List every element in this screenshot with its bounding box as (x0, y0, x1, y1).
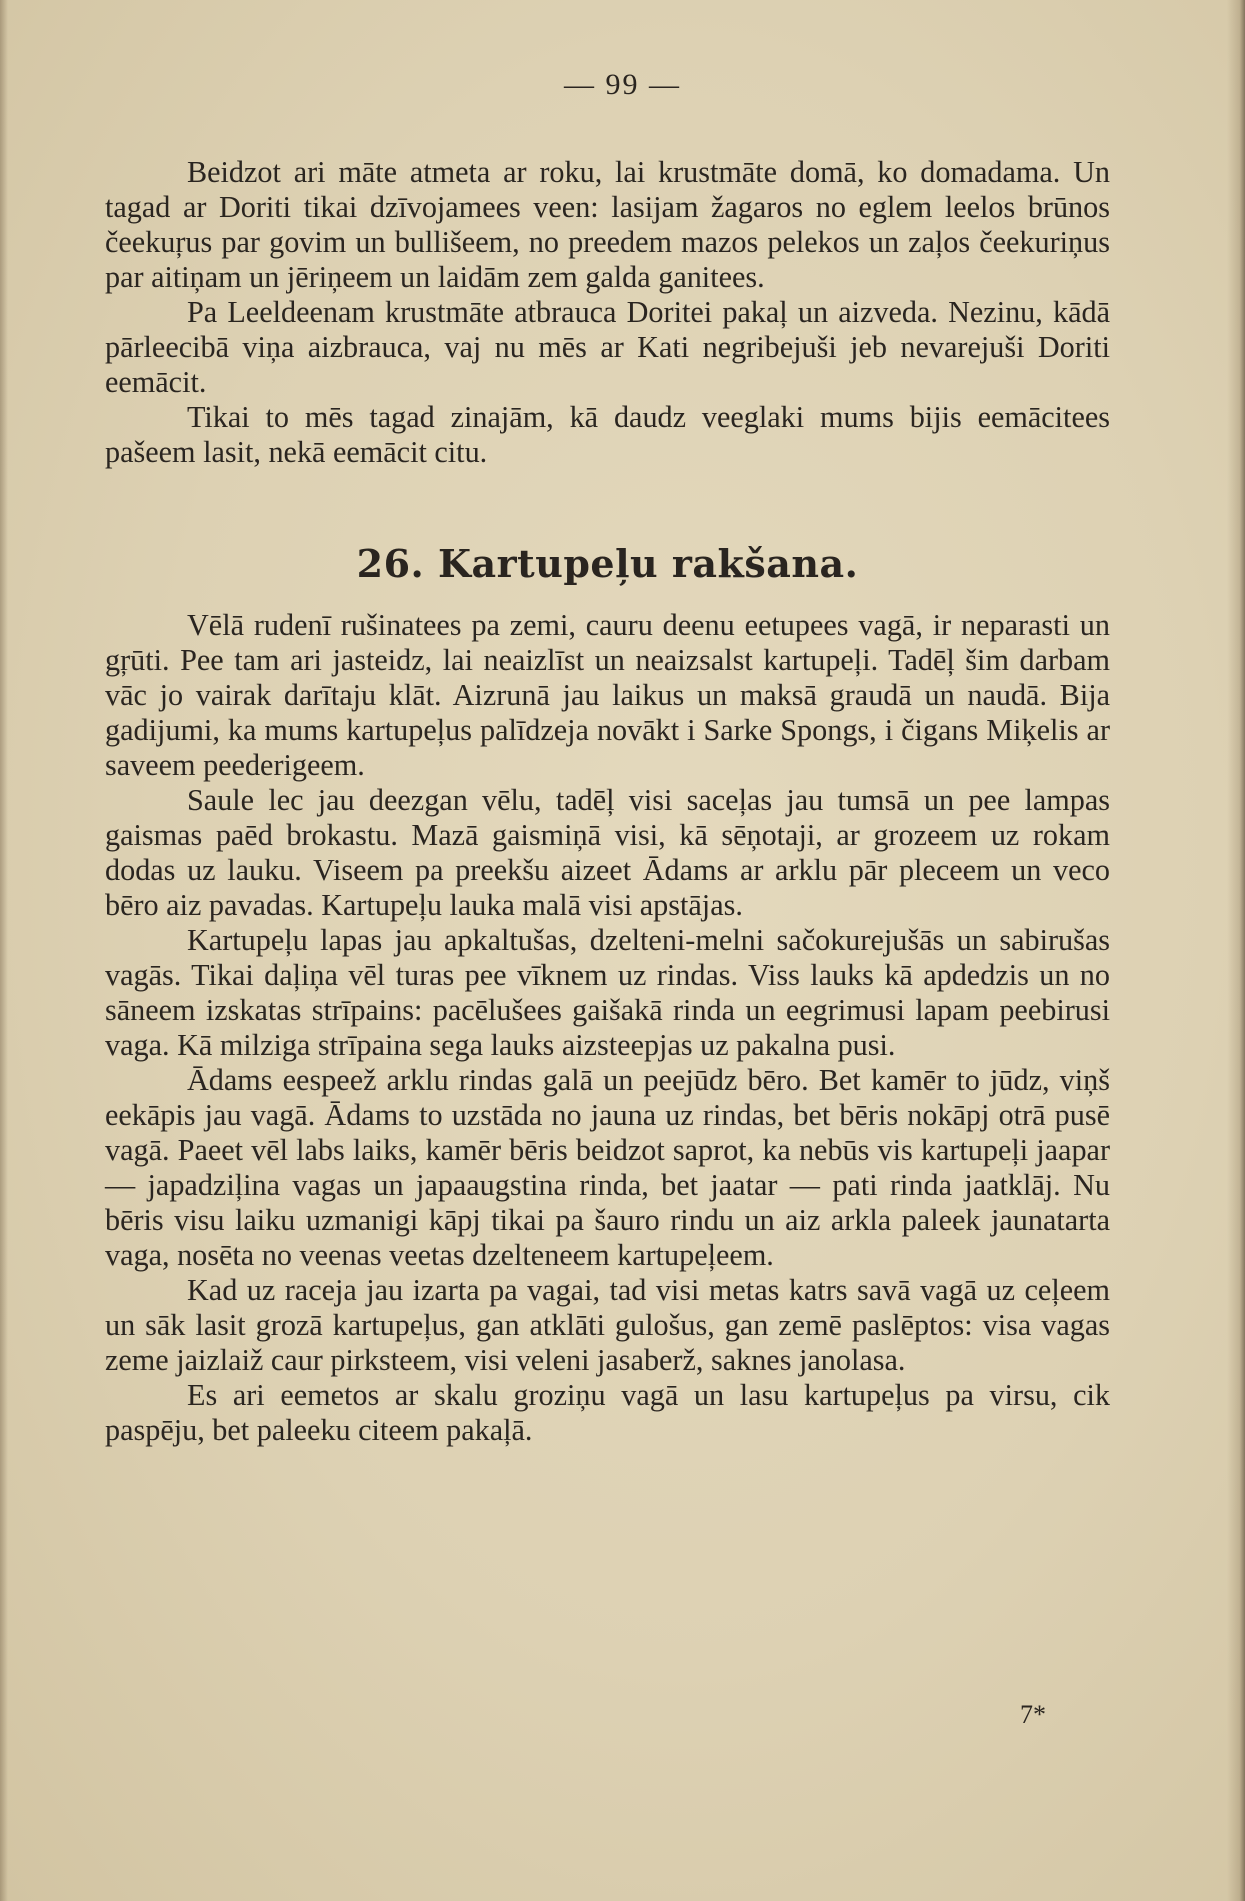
paragraph: Es ari eemetos ar skalu groziņu vagā un lasu kartupeļus pa virsu, cik paspēju, bet paleeku citeem pakaļā. (105, 1378, 1110, 1447)
paragraph: Kartupeļu lapas jau apkaltušas, dzelteni-melni sačokurejušās un sabirušas vagās. Tikai daļiņa vēl turas pee vīknem uz rindas. Viss lauks kā apdedzis un no sāneem izskatas strīpains: pacēlušees gaišakā rinda un eegrimusi lapam peebirusi vaga. Kā milziga strīpaina sega lauks aizsteepjas uz pakalna pusi. (105, 923, 1110, 1062)
page-left-edge (0, 0, 8, 1901)
paragraph: Tikai to mēs tagad zinajām, kā daudz veeglaki mums bijis eemācitees pašeem lasit, nekā eemācit citu. (105, 400, 1110, 469)
paragraph: Ādams eespeež arklu rindas galā un peejūdz bēro. Bet kamēr to jūdz, viņš eekāpis jau vagā. Ādams to uzstāda no jauna uz rindas, bet bēris nokāpj otrā pusē vagā. Paeet vēl labs laiks, kamēr bēris beidzot saprot, ka nebūs vis kartupeļi jaapar — japadziļina vagas un japaaugstina rinda, bet jaatar — pati rinda jaatklāj. Nu bēris visu laiku uzmanigi kāpj tikai pa šauro rindu un aiz arkla paleek jaunatarta vaga, nosēta no veenas veetas dzelteneem kartupeļeem. (105, 1063, 1110, 1272)
paragraph: Pa Leeldeenam krustmāte atbrauca Doritei pakaļ un aizveda. Nezinu, kādā pārleecibā viņa aizbrauca, vaj nu mēs ar Kati negribejuši jeb nevarejuši Doriti eemācit. (105, 295, 1110, 399)
text-block (105, 155, 1110, 1448)
signature-mark: 7* (1020, 1700, 1046, 1729)
paragraph: Vēlā rudenī rušinatees pa zemi, cauru deenu eetupees vagā, ir neparasti un gŗūti. Pee tam ari jasteidz, lai neaizlīst un neaizsalst kartupeļi. Tadēļ šim darbam vāc jo vairak darītaju klāt. Aizrunā jau laikus un maksā graudā un naudā. Bija gadijumi, ka mums kartupeļus palīdzeja novākt i Sarke Spongs, i čigans Miķelis ar saveem peederigeem. (105, 608, 1110, 782)
page-number: — 99 — (564, 68, 681, 101)
paragraph: Saule lec jau deezgan vēlu, tadēļ visi saceļas jau tumsā un pee lampas gaismas paēd brokastu. Mazā gaismiņā visi, kā sēņotaji, ar grozeem uz rokam dodas uz lauku. Viseem pa preekšu aizeet Ādams ar arklu pār pleceem un veco bēro aiz pavadas. Kartupeļu lauka malā visi apstājas. (105, 783, 1110, 922)
paragraph: Beidzot ari māte atmeta ar roku, lai krustmāte domā, ko domadama. Un tagad ar Doriti tikai dzīvojamees veen: lasijam žagaros no eglem leelos brūnos čeekuŗus par govim un bullišeem, no preedem mazos pelekos un zaļos čeekuriņus par aitiņam un jēriņeem un laidām zem galda ganitees. (105, 155, 1110, 294)
paragraph: Kad uz raceja jau izarta pa vagai, tad visi metas katrs savā vagā uz ceļeem un sāk lasit grozā kartupeļus, gan atklāti gulošus, gan zemē paslēptos: visa vagas zeme jaizlaiž caur pirksteem, visi veleni jasaberž, saknes janolasa. (105, 1273, 1110, 1377)
page-right-edge (1227, 0, 1245, 1901)
section-heading: 26. Kartupeļu rakšana. (356, 541, 859, 586)
